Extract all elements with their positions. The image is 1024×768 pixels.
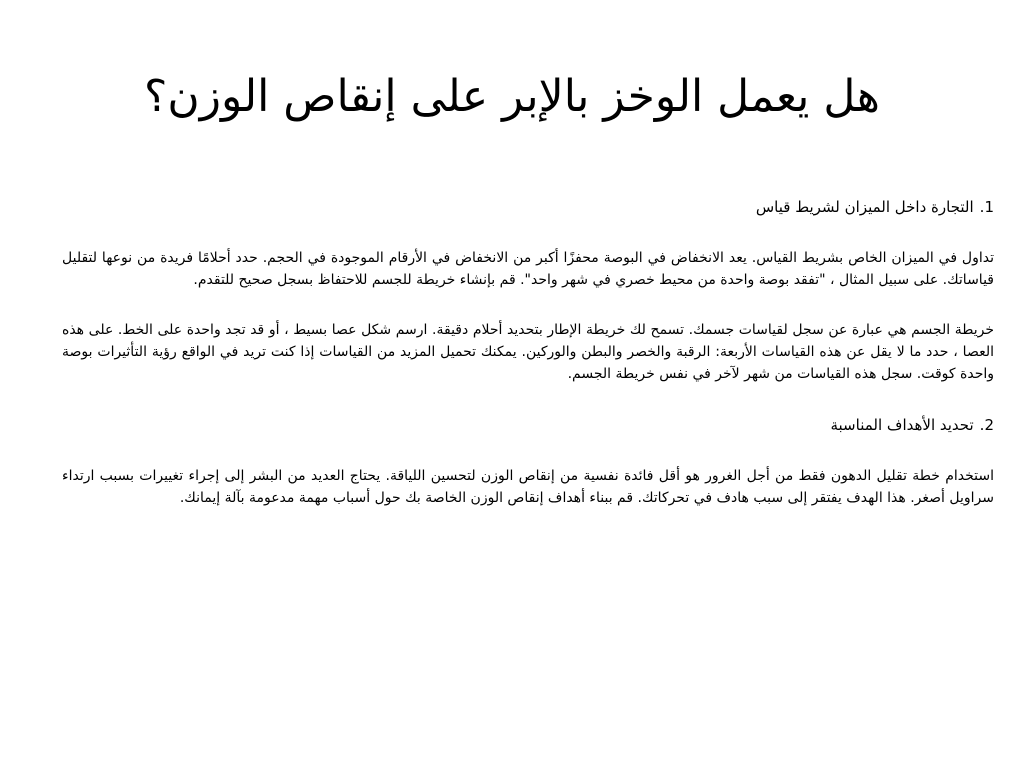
section-heading-1 [62,195,994,219]
paragraph-3: استخدام خطة تقليل الدهون فقط من أجل الغرور هو أقل فائدة نفسية من إنقاص الوزن لتحسين اللياقة. يحتاج العديد من البشر إلى إجراء تغييرات بسبب ارتداء سراويل أصغر. هذا الهدف يفتقر إلى سبب هادف في تحركاتك. قم ببناء أهداف إنقاص الوزن الخاصة بك حول أسباب مهمة مدعومة بآلة إيمانك. [62,468,994,506]
slide-content [62,195,994,509]
section-number-1: 1. [979,198,994,216]
slide-title: هل يعمل الوخز بالإبر على إنقاص الوزن؟ [144,71,880,122]
section-heading-2 [62,413,994,437]
paragraph-2: خريطة الجسم هي عبارة عن سجل لقياسات جسمك. تسمح لك خريطة الإطار بتحديد أحلام دقيقة. ارسم شكل عصا بسيط ، أو قد تجد واحدة على الخط. على هذه العصا ، حدد ما لا يقل عن هذه القياسات الأربعة: الرقبة والخصر والبطن والوركين. يمكنك تحميل المزيد من القياسات إذا كنت تريد في الواقع رؤية التأثيرات بوصة واحدة كوقت. سجل هذه القياسات من شهر لآخر في نفس خريطة الجسم. [62,322,994,382]
section-heading-text-1: التجارة داخل الميزان لشريط قياس [755,198,974,216]
section-number-2: 2. [979,416,994,434]
paragraph-1: تداول في الميزان الخاص بشريط القياس. يعد الانخفاض في البوصة محفزًا أكبر من الانخفاض في الأرقام الموجودة في الحجم. حدد أحلامًا فريدة من نوعها لتقليل قياساتك. على سبيل المثال ، "تفقد بوصة واحدة من محيط خصري في شهر واحد". قم بإنشاء خريطة للجسم للاحتفاظ بسجل صحيح للتقدم. [62,250,994,288]
section-heading-text-2: تحديد الأهداف المناسبة [830,416,974,434]
